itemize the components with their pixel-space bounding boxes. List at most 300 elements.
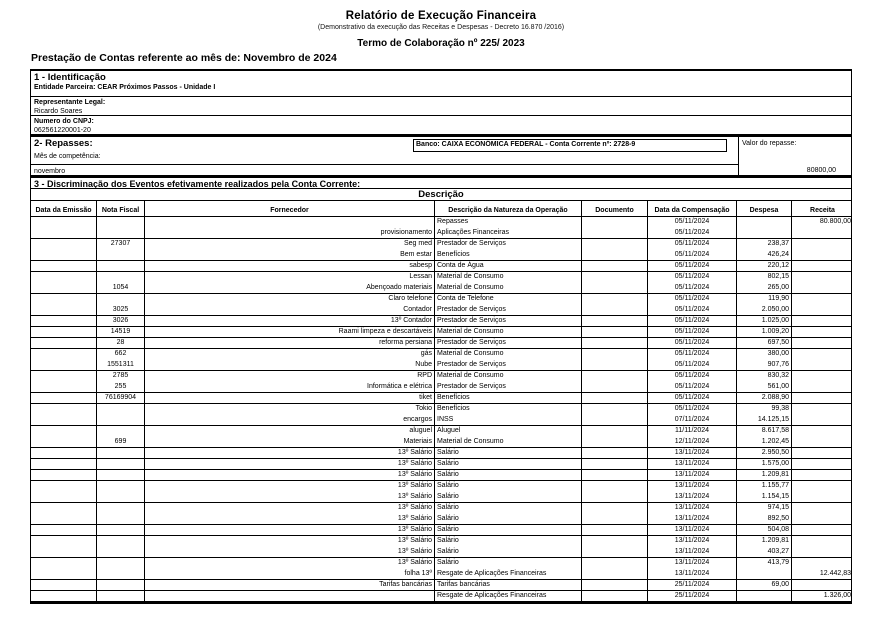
cell-document [582,239,648,250]
cell-supplier: 13º Salário [145,503,435,514]
cell-operation-nature: Material de Consumo [435,371,582,382]
cell-document [582,525,648,535]
cell-expense: 1.155,77 [737,481,792,492]
cell-expense: 1.009,20 [737,327,792,337]
cell-clearing-date: 05/11/2024 [648,316,737,326]
cell-emission-date [31,448,97,458]
cell-expense: 238,37 [737,239,792,250]
cell-invoice-number [97,525,145,535]
cell-expense: 1.209,81 [737,536,792,547]
cell-operation-nature: Material de Consumo [435,283,582,293]
cell-revenue [792,459,853,469]
cell-emission-date [31,580,97,590]
cell-operation-nature: INSS [435,415,582,425]
cnpj-value: 062561220001-20 [34,127,91,134]
report-subtitle: (Demonstrativo da execução das Receitas e Despesas - Decreto 16.870 /2016) [317,24,565,31]
cell-operation-nature: Material de Consumo [435,349,582,360]
cell-clearing-date: 13/11/2024 [648,448,737,458]
cell-emission-date [31,272,97,283]
cell-supplier: Nube [145,360,435,370]
table-row [31,481,851,492]
cell-clearing-date: 11/11/2024 [648,426,737,437]
table-row [31,305,851,316]
cell-revenue [792,382,853,392]
column-header-document: Documento [582,201,648,216]
cnpj-label: Numero do CNPJ: [34,118,94,125]
cell-document [582,580,648,590]
cell-document [582,316,648,326]
cell-supplier: gás [145,349,435,360]
cell-emission-date [31,415,97,425]
table-row [31,503,851,514]
cell-invoice-number: 255 [97,382,145,392]
cell-operation-nature: Material de Consumo [435,272,582,283]
cell-clearing-date: 25/11/2024 [648,580,737,590]
cell-clearing-date: 05/11/2024 [648,272,737,283]
cell-document [582,393,648,403]
cell-supplier: 13º Salário [145,459,435,469]
cell-document [582,294,648,305]
cell-expense: 1.575,00 [737,459,792,469]
cell-invoice-number [97,459,145,469]
cell-clearing-date: 05/11/2024 [648,327,737,337]
report-header [30,10,852,49]
cell-clearing-date: 13/11/2024 [648,569,737,579]
cell-supplier: Raami limpeza e descartáveis [145,327,435,337]
cell-clearing-date: 13/11/2024 [648,514,737,524]
cell-supplier: Contador [145,305,435,315]
cell-expense: 265,00 [737,283,792,293]
cell-document [582,338,648,348]
cell-invoice-number [97,503,145,514]
cell-operation-nature: Resgate de Aplicações Financeiras [435,591,582,601]
cell-operation-nature: Repasses [435,217,582,228]
cell-document [582,250,648,260]
cell-clearing-date: 05/11/2024 [648,371,737,382]
competence-divider [31,164,738,165]
table-row [31,404,851,415]
cell-revenue: 80.800,00 [819,218,851,225]
cell-supplier: Materiais [145,437,435,447]
cell-revenue [792,360,853,370]
cell-document [582,261,648,271]
cell-invoice-number [97,591,145,601]
cell-supplier: 13º Salário [145,514,435,524]
cell-operation-nature: Salário [435,525,582,535]
cell-revenue [792,492,853,502]
cell-expense: 69,00 [737,580,792,590]
legal-rep-name: Ricardo Soares [34,108,83,115]
cell-invoice-number: 699 [97,437,145,447]
cell-operation-nature: Prestador de Serviços [435,360,582,370]
cell-emission-date [31,382,97,392]
cell-supplier: Lessan [145,272,435,283]
table-row [31,514,851,525]
column-header-operation-nature: Descrição da Natureza da Operação [435,201,582,216]
cell-operation-nature: Prestador de Serviços [435,316,582,326]
cell-invoice-number: 76169904 [97,393,145,403]
cell-clearing-date: 05/11/2024 [648,261,737,271]
table-row [31,338,851,349]
table-row [31,525,851,536]
cell-expense: 1.154,15 [737,492,792,502]
cell-revenue [792,316,853,326]
cell-emission-date [31,338,97,348]
cell-invoice-number: 1054 [97,283,145,293]
cell-expense: 802,15 [737,272,792,283]
cell-revenue [792,503,853,514]
cell-emission-date [31,481,97,492]
cell-revenue [792,426,853,437]
cell-emission-date [31,503,97,514]
repasse-column-divider [738,137,739,175]
cell-revenue [792,338,853,348]
cell-supplier: reforma persiana [145,338,435,348]
cell-operation-nature: Salário [435,558,582,569]
cell-operation-nature: Salário [435,547,582,557]
cell-revenue [792,437,853,447]
cell-revenue [792,514,853,524]
table-row [31,591,851,602]
cell-operation-nature: Tarifas bancárias [435,580,582,590]
cell-emission-date [31,569,97,579]
cell-revenue [792,481,853,492]
cell-expense: 2.088,90 [737,393,792,403]
cell-invoice-number [97,426,145,437]
table-row [31,261,851,272]
column-header-revenue: Receita [810,207,835,214]
cell-clearing-date: 05/11/2024 [648,228,737,238]
table-row [31,470,851,481]
cell-operation-nature: Material de Consumo [435,327,582,337]
table-row [31,294,851,305]
cell-clearing-date: 05/11/2024 [648,305,737,315]
cell-emission-date [31,349,97,360]
cell-expense [737,569,792,579]
cell-emission-date [31,470,97,480]
cell-emission-date [31,239,97,250]
cell-revenue [792,327,853,337]
legal-representative-block [31,96,851,115]
cell-revenue [792,525,853,535]
cell-expense: 380,00 [737,349,792,360]
repasse-value-label: Valor do repasse: [742,140,797,147]
cell-clearing-date: 07/11/2024 [648,415,737,425]
cell-operation-nature: Salário [435,514,582,524]
cell-document [582,426,648,437]
cell-operation-nature: Prestador de Serviços [435,338,582,348]
cell-supplier: folha 13º [145,569,435,579]
cell-emission-date [31,327,97,337]
cell-emission-date [31,547,97,557]
table-row [31,569,851,580]
table-row [31,580,851,591]
cell-invoice-number: 662 [97,349,145,360]
cell-document [582,569,648,579]
cell-emission-date [31,492,97,502]
cell-document [582,283,648,293]
cell-emission-date [31,283,97,293]
table-row [31,228,851,239]
cell-document [582,470,648,480]
table-row [31,536,851,547]
cell-revenue [792,283,853,293]
cell-emission-date [31,393,97,403]
cell-document [582,437,648,447]
cell-emission-date [31,217,97,228]
cell-invoice-number: 1551311 [97,360,145,370]
cell-expense: 974,15 [737,503,792,514]
cell-emission-date [31,514,97,524]
cell-emission-date [31,250,97,260]
cell-invoice-number: 3026 [97,316,145,326]
cell-emission-date [31,305,97,315]
cell-invoice-number [97,569,145,579]
cell-expense: 403,27 [737,547,792,557]
cell-supplier: 13º Salário [145,536,435,547]
cell-expense: 561,00 [737,382,792,392]
legal-rep-label: Representante Legal: [34,99,106,106]
cell-expense: 2.950,50 [737,448,792,458]
cell-supplier: Tarifas bancárias [145,580,435,590]
reference-month-line: Prestação de Contas referente ao mês de: Novembro de 2024 [31,52,337,64]
cell-document [582,349,648,360]
cell-emission-date [31,459,97,469]
cell-clearing-date: 13/11/2024 [648,503,737,514]
cell-emission-date [31,536,97,547]
cell-operation-nature: Benefícios [435,404,582,415]
cell-operation-nature: Benefícios [435,393,582,403]
cell-clearing-date: 05/11/2024 [648,294,737,305]
table-row [31,459,851,470]
cell-clearing-date: 05/11/2024 [648,349,737,360]
cell-operation-nature: Salário [435,448,582,458]
table-row [31,448,851,459]
cell-supplier: Claro telefone [145,294,435,305]
cell-revenue [792,239,853,250]
cell-invoice-number [97,294,145,305]
cell-revenue: 12.442,83 [819,570,851,577]
cell-clearing-date: 05/11/2024 [648,217,737,228]
table-header-row [31,200,851,217]
cell-expense: 119,90 [737,294,792,305]
cell-operation-nature: Salário [435,481,582,492]
cell-operation-nature: Resgate de Aplicações Financeiras [435,569,582,579]
cell-revenue [792,404,853,415]
table-row [31,547,851,558]
cell-invoice-number: 28 [97,338,145,348]
cell-supplier: 13º Salário [145,558,435,569]
cell-revenue [792,294,853,305]
cell-document [582,558,648,569]
table-row [31,272,851,283]
table-row [31,492,851,503]
table-row [31,558,851,569]
cell-emission-date [31,591,97,601]
table-row [31,217,851,228]
cell-revenue [792,415,853,425]
cell-invoice-number [97,470,145,480]
competence-month: novembro [34,168,66,175]
table-row [31,371,851,382]
cell-supplier: Bem estar [145,250,435,260]
cell-clearing-date: 13/11/2024 [648,492,737,502]
cell-clearing-date: 25/11/2024 [648,591,737,601]
cell-supplier: 13º Salário [145,448,435,458]
repasse-value: 80800,00 [806,167,836,174]
cell-operation-nature: Aplicações Financeiras [435,228,582,238]
cell-clearing-date: 05/11/2024 [648,360,737,370]
cell-document [582,371,648,382]
cell-clearing-date: 12/11/2024 [648,437,737,447]
cell-revenue [792,349,853,360]
cell-operation-nature: Salário [435,470,582,480]
cell-emission-date [31,558,97,569]
cell-supplier: provisionamento [145,228,435,238]
cell-invoice-number [97,481,145,492]
cell-supplier: tiket [145,393,435,403]
table-row [31,327,851,338]
cell-revenue [792,305,853,315]
cell-supplier: 13º Salário [145,525,435,535]
cell-expense: 1.025,00 [737,316,792,326]
cell-supplier: aluguel [145,426,435,437]
cell-document [582,481,648,492]
competence-label: Mês de competência: [34,153,101,160]
cell-clearing-date: 05/11/2024 [648,404,737,415]
cell-revenue: 1.326,00 [823,592,851,599]
cell-expense: 220,12 [737,261,792,271]
cell-invoice-number [97,547,145,557]
cell-supplier: Seg med [145,239,435,250]
cell-operation-nature: Salário [435,492,582,502]
cell-revenue [792,261,853,271]
cell-clearing-date: 05/11/2024 [648,239,737,250]
cell-supplier: 13º Salário [145,470,435,480]
cell-supplier: Tokio [145,404,435,415]
table-title: Descrição [31,188,851,200]
cell-operation-nature: Benefícios [435,250,582,260]
section-2-title: 2- Repasses: [34,138,93,149]
table-row [31,426,851,437]
table-row [31,437,851,448]
cell-clearing-date: 05/11/2024 [648,393,737,403]
cell-supplier: 13º Contador [145,316,435,326]
cell-emission-date [31,426,97,437]
cell-supplier: encargos [145,415,435,425]
section-identification [31,69,851,96]
cell-clearing-date: 13/11/2024 [648,525,737,535]
cell-revenue [792,272,853,283]
table-bottom-border [31,602,851,604]
cell-document [582,360,648,370]
cell-supplier: sabesp [145,261,435,271]
table-row [31,250,851,261]
cell-operation-nature: Prestador de Serviços [435,239,582,250]
cell-clearing-date: 13/11/2024 [648,547,737,557]
cell-document [582,217,648,228]
cell-expense [737,228,792,238]
cell-document [582,327,648,337]
table-row [31,360,851,371]
cell-clearing-date: 13/11/2024 [648,459,737,469]
bank-account-box: Banco: CAIXA ECONÔMICA FEDERAL - Conta Corrente nº: 2728-9 [413,139,727,152]
cell-emission-date [31,261,97,271]
cell-emission-date [31,525,97,535]
cell-expense: 907,76 [737,360,792,370]
cell-revenue [792,393,853,403]
cell-operation-nature: Prestador de Serviços [435,305,582,315]
cell-emission-date [31,294,97,305]
cell-invoice-number [97,492,145,502]
cell-invoice-number [97,228,145,238]
cell-expense [737,591,792,601]
cell-invoice-number [97,536,145,547]
cell-invoice-number [97,261,145,271]
collaboration-term: Termo de Colaboração nº 225/ 2023 [357,38,525,49]
cell-document [582,404,648,415]
report-title: Relatório de Execução Financeira [345,10,537,22]
cell-document [582,305,648,315]
table-row [31,316,851,327]
cell-invoice-number: 27307 [97,239,145,250]
cell-document [582,536,648,547]
cell-expense: 830,32 [737,371,792,382]
report-body [30,69,852,604]
cell-document [582,591,648,601]
cell-invoice-number [97,217,145,228]
cell-expense [737,217,792,228]
cell-expense: 504,08 [737,525,792,535]
cell-revenue [792,228,853,238]
cell-invoice-number [97,580,145,590]
cell-revenue [792,580,853,590]
cell-clearing-date: 05/11/2024 [648,250,737,260]
cell-operation-nature: Prestador de Serviços [435,382,582,392]
table-row [31,283,851,294]
cell-supplier: 13º Salário [145,481,435,492]
column-header-clearing-date: Data da Compensação [648,201,737,216]
table-row [31,349,851,360]
cell-supplier [145,217,435,228]
cell-operation-nature: Material de Consumo [435,437,582,447]
cell-revenue [792,371,853,382]
cell-clearing-date: 13/11/2024 [648,481,737,492]
cell-invoice-number [97,514,145,524]
table-row [31,382,851,393]
cell-invoice-number: 3025 [97,305,145,315]
cell-operation-nature: Salário [435,503,582,514]
section-3-title: 3 - Discriminação dos Eventos efetivamente realizados pela Conta Corrente: [31,175,851,188]
table-body [31,217,851,602]
cell-revenue [792,536,853,547]
cell-expense: 14.125,15 [737,415,792,425]
cell-invoice-number: 2785 [97,371,145,382]
cell-invoice-number [97,558,145,569]
cell-invoice-number [97,272,145,283]
table-row [31,239,851,250]
cell-document [582,228,648,238]
cell-expense: 2.050,00 [737,305,792,315]
cell-document [582,415,648,425]
cell-emission-date [31,360,97,370]
cell-supplier: Informática e elétrica [145,382,435,392]
cell-supplier: 13º Salário [145,547,435,557]
cnpj-block [31,115,851,134]
cell-invoice-number [97,448,145,458]
cell-operation-nature: Conta de Água [435,261,582,271]
cell-supplier [145,591,435,601]
